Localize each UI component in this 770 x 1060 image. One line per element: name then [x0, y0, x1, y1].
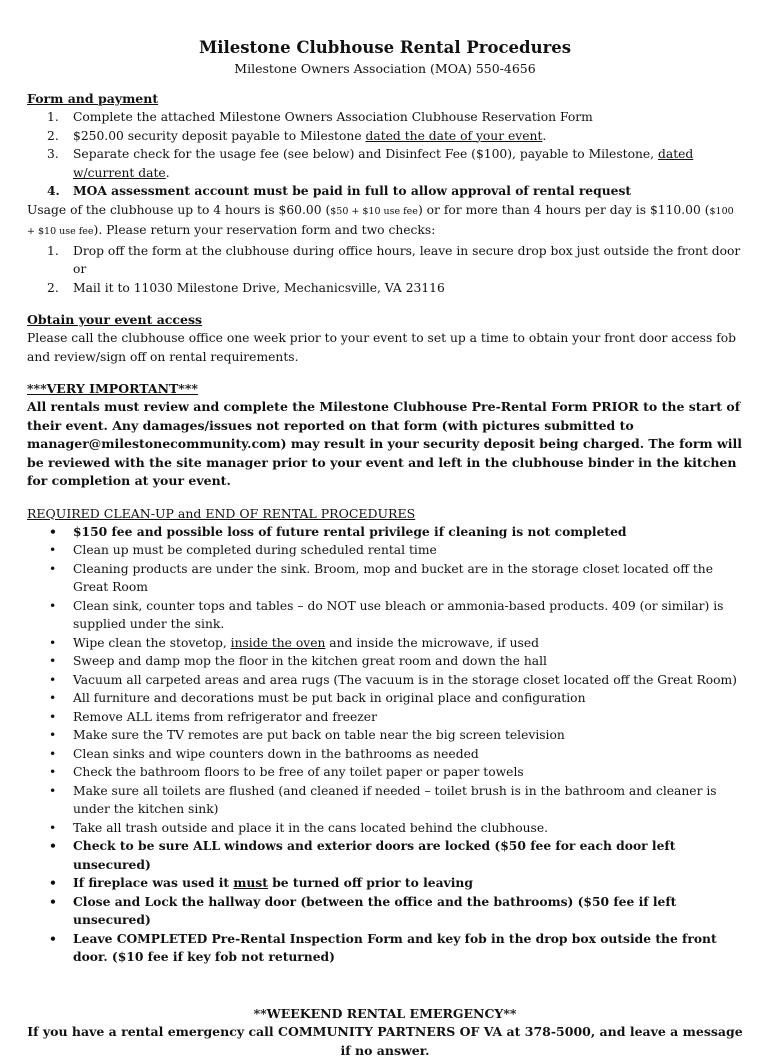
cleanup-heading: REQUIRED CLEAN-UP and END OF RENTAL PROCEDURES: [27, 505, 416, 521]
list-number: 2.: [47, 128, 59, 143]
list-item-text: Vacuum all carpeted areas and area rugs (The vacuum is in the storage closet located off the Great Room): [73, 672, 737, 687]
list-item-text: Cleaning products are under the sink. Broom, mop and bucket are in the storage closet located off the Great Room: [73, 561, 714, 594]
bullet-icon: •: [49, 635, 57, 650]
document: [27, 36, 743, 1060]
list-item: [27, 874, 743, 893]
spacer: [27, 491, 743, 505]
bullet-icon: •: [49, 543, 57, 557]
access-paragraph: Please call the clubhouse office one week prior to your event to set up a time to obtain your front door access fob and review/sign off on rental requirements.: [27, 331, 737, 364]
list-item-text: Complete the attached Milestone Owners Association Clubhouse Reservation Form: [73, 110, 593, 124]
list-item-text: Mail it to 11030 Milestone Drive, Mechanicsville, VA 23116: [73, 280, 445, 295]
bullet-icon: •: [49, 709, 57, 724]
list-item: [27, 279, 743, 298]
list-item: [27, 634, 743, 653]
list-item-text: MOA assessment account must be paid in full to allow approval of rental request: [73, 183, 632, 198]
emergency-heading: **WEEKEND RENTAL EMERGENCY**: [253, 1005, 517, 1021]
list-item: [27, 242, 743, 279]
bullet-icon: •: [49, 654, 57, 668]
bullet-icon: •: [49, 728, 57, 742]
list-item-text: Leave COMPLETED Pre-Rental Inspection Form and key fob in the drop box outside the front door. ($10 fee if key fob not returned): [73, 930, 717, 964]
list-item: [27, 782, 743, 819]
usage-text-a: Usage of the clubhouse up to 4 hours is $60.00 (: [27, 202, 331, 217]
return-list: [27, 242, 743, 298]
document-title: Milestone Clubhouse Rental Procedures: [198, 38, 572, 57]
list-item-text: All furniture and decorations must be put back in original place and configuration: [73, 691, 586, 705]
list-item-text: Remove ALL items from refrigerator and freezer: [73, 709, 377, 724]
list-item: [27, 108, 743, 127]
list-item-text: Clean sinks and wipe counters down in the bathrooms as needed: [73, 746, 479, 761]
list-item: [27, 541, 743, 560]
bullet-icon: •: [49, 838, 57, 853]
bullet-icon: •: [49, 598, 57, 613]
list-number: 2.: [47, 280, 59, 295]
list-item-text: Clean up must be completed during scheduled rental time: [73, 543, 437, 557]
list-item: [27, 145, 743, 182]
list-item: [27, 893, 743, 930]
list-item-text-end: be turned off prior to leaving: [267, 875, 473, 890]
list-item: [27, 726, 743, 745]
list-number: 3.: [47, 147, 59, 161]
form-payment-heading: Form and payment: [27, 91, 159, 106]
list-item: [27, 930, 743, 967]
underlined-text: must: [233, 875, 268, 890]
list-item-text: Check the bathroom floors to be free of any toilet paper or paper towels: [73, 765, 524, 779]
usage-fee-paragraph: [27, 201, 743, 242]
bullet-icon: •: [49, 893, 57, 909]
list-item: [27, 182, 743, 201]
emergency-text: If you have a rental emergency call COMMUNITY PARTNERS OF VA at 378-5000, and leave a message if no answer.: [27, 1024, 743, 1058]
bullet-icon: •: [49, 930, 57, 946]
list-number: 1.: [47, 110, 59, 124]
spacer: [27, 967, 743, 1005]
usage-text-b: ) or for more than 4 hours per day is $110.00 (: [417, 202, 710, 217]
list-number: 1.: [47, 243, 59, 258]
bullet-icon: •: [49, 523, 57, 539]
access-heading: Obtain your event access: [27, 312, 203, 327]
list-item: [27, 689, 743, 708]
list-item: [27, 560, 743, 597]
list-item: [27, 127, 743, 146]
list-item-text-end: .: [165, 165, 170, 180]
usage-fee-breakdown-2: $100 + $10 use fee: [27, 205, 734, 237]
bullet-icon: •: [49, 746, 57, 761]
list-item-text-end: .: [542, 128, 547, 143]
list-item-text: Check to be sure ALL windows and exterior doors are locked ($50 fee for each door left unsecured): [73, 838, 676, 872]
usage-text-c: ). Please return your reservation form and two checks:: [93, 223, 436, 237]
list-item-text: Drop off the form at the clubhouse during office hours, leave in secure drop box just outside the front door or: [73, 243, 741, 276]
usage-fee-breakdown-1: $50 + $10 use fee: [330, 205, 418, 217]
spacer: [27, 297, 743, 311]
list-item-text: If fireplace was used it: [73, 875, 234, 890]
document-subtitle: Milestone Owners Association (MOA) 550-4656: [234, 61, 536, 76]
bullet-icon: •: [49, 672, 57, 687]
list-item-text-end: and inside the microwave, if used: [325, 635, 539, 650]
bullet-icon: •: [49, 765, 57, 779]
list-item-text: Take all trash outside and place it in the cans located behind the clubhouse.: [73, 820, 549, 835]
list-item-text: Wipe clean the stovetop,: [73, 635, 231, 650]
spacer: [27, 366, 743, 380]
list-item: [27, 763, 743, 782]
underlined-text: dated w/current date: [73, 147, 694, 180]
underlined-text: dated the date of your event: [365, 128, 543, 143]
list-item: [27, 708, 743, 727]
list-item-text: Sweep and damp mop the floor in the kitchen great room and down the hall: [73, 654, 547, 668]
bullet-icon: •: [49, 691, 57, 705]
list-item-text: Close and Lock the hallway door (between the office and the bathrooms) ($50 fee if left unsecured): [73, 893, 677, 927]
cleanup-list: [27, 523, 743, 967]
list-item-text: Separate check for the usage fee (see below) and Disinfect Fee ($100), payable to Milestone,: [73, 147, 658, 161]
list-number: 4.: [47, 183, 60, 198]
bullet-icon: •: [49, 561, 57, 576]
underlined-text: inside the oven: [230, 635, 326, 650]
important-paragraph: All rentals must review and complete the Milestone Clubhouse Pre-Rental Form PRIOR to the start of their event. Any damages/issues not reported on that form (with pictures submitted to manager@milestonecommunity.com) may result in your security deposit being charged. The form will be reviewed with the site manager prior to your event and left in the clubhouse binder in the kitchen for completion at your event.: [27, 399, 742, 488]
list-item-text: $250.00 security deposit payable to Milestone: [73, 128, 366, 143]
list-item: [27, 671, 743, 690]
bullet-icon: •: [49, 783, 57, 798]
list-item-text: $150 fee and possible loss of future rental privilege if cleaning is not completed: [73, 523, 627, 539]
list-item: [27, 652, 743, 671]
list-item: [27, 837, 743, 874]
form-payment-list: [27, 108, 743, 201]
list-item: [27, 745, 743, 764]
list-item-text: Make sure all toilets are flushed (and cleaned if needed – toilet brush is in the bathroom and cleaner is under the kitchen sink): [73, 783, 717, 816]
list-item: [27, 523, 743, 542]
list-item: [27, 597, 743, 634]
bullet-icon: •: [49, 820, 57, 835]
list-item: [27, 819, 743, 838]
list-item-text: Clean sink, counter tops and tables – do NOT use bleach or ammonia-based products. 409 (or similar) is supplied under the sink.: [73, 598, 724, 631]
important-heading: ***VERY IMPORTANT***: [27, 381, 198, 396]
list-item-text: Make sure the TV remotes are put back on table near the big screen television: [73, 728, 565, 742]
bullet-icon: •: [49, 875, 57, 890]
